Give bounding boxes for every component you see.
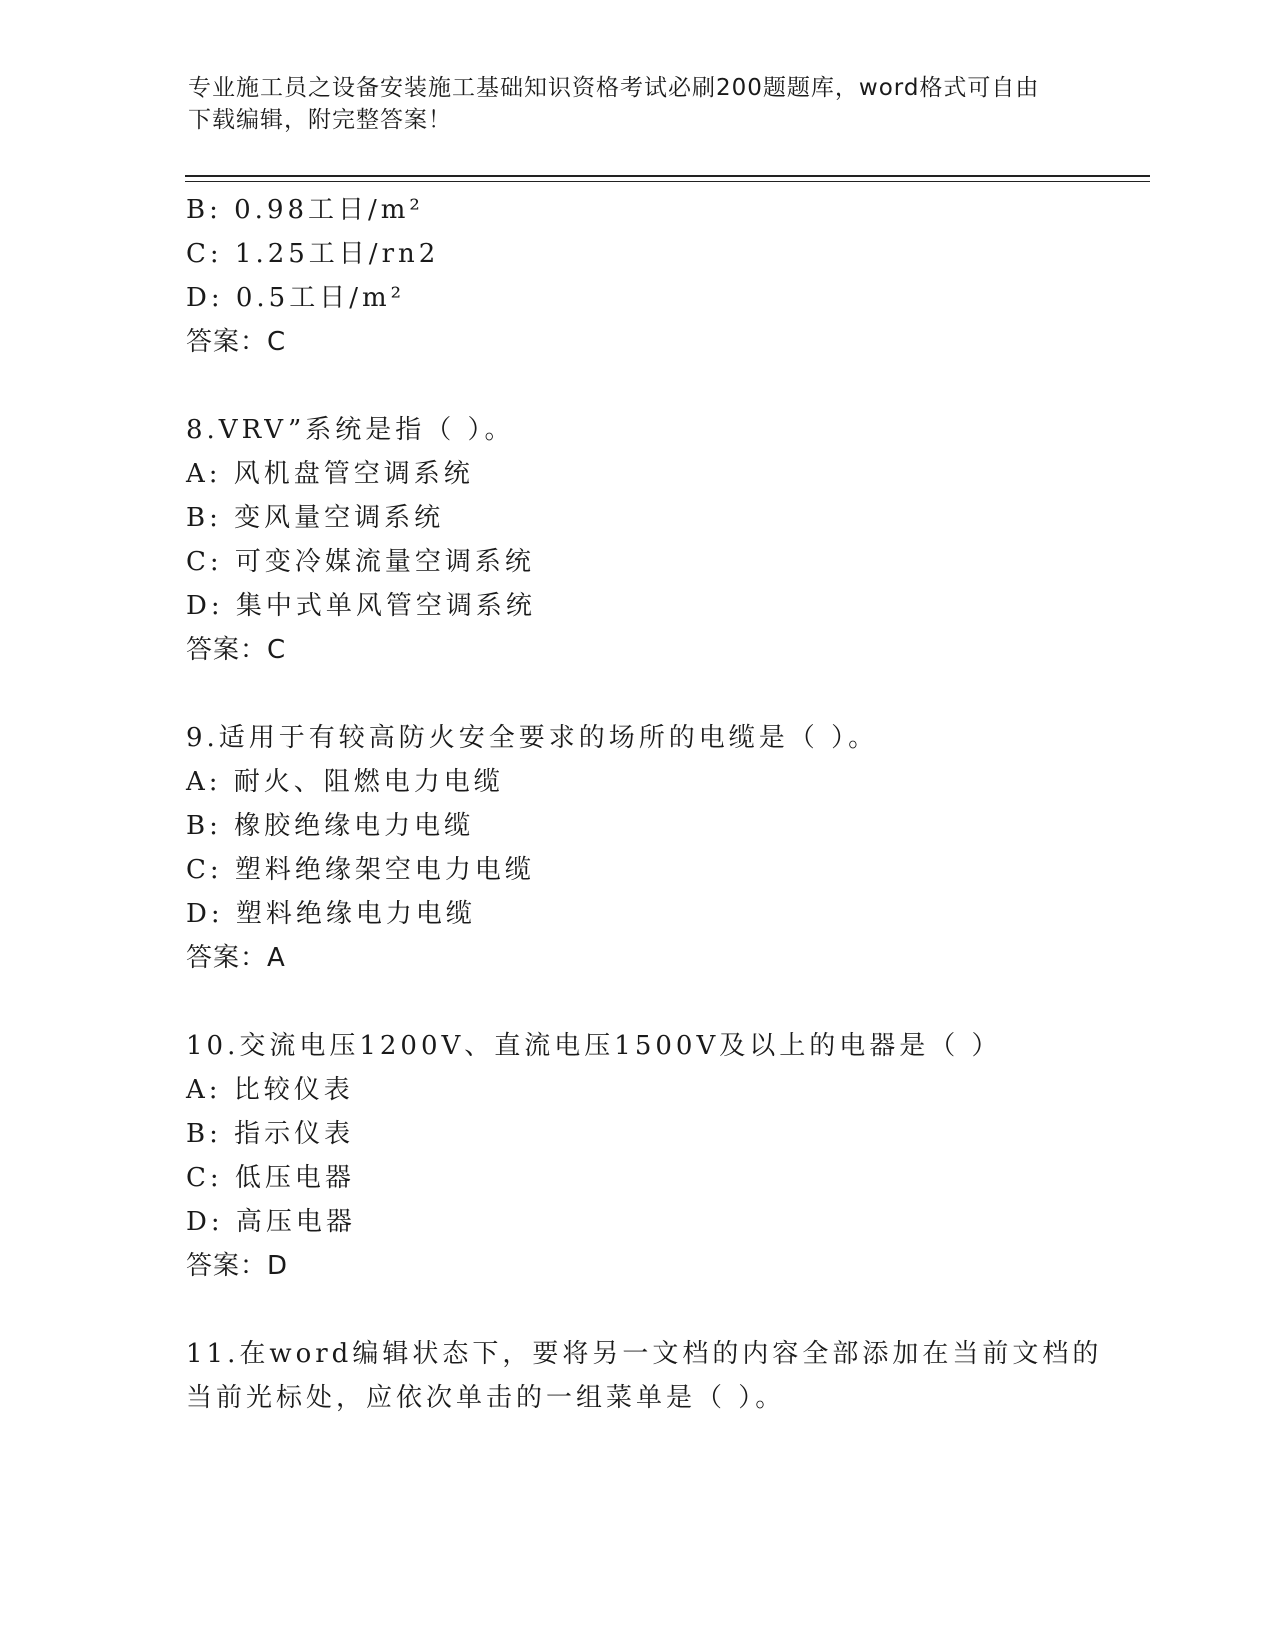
option-a: A: 耐火、阻燃电力电缆 xyxy=(186,767,504,797)
question-8: 8.VRV”系统是指（ ）。 xyxy=(186,415,515,445)
option-b: B: 橡胶绝缘电力电缆 xyxy=(186,811,475,841)
option-d: D: 集中式单风管空调系统 xyxy=(186,591,536,621)
document-header xyxy=(188,72,1088,136)
header-line-1: 专业施工员之设备安装施工基础知识资格考试必刷200题题库，word格式可自由 xyxy=(188,75,1040,101)
option-c: C: 可变冷媒流量空调系统 xyxy=(186,547,535,577)
option-b: B: 0.98工日/m² xyxy=(186,195,424,225)
question-11-continued: 当前光标处，应依次单击的一组菜单是（ ）。 xyxy=(186,1383,786,1413)
question-10: 10.交流电压1200V、直流电压1500V及以上的电器是（ ） xyxy=(186,1031,1002,1061)
option-c: C: 1.25工日/rn2 xyxy=(186,239,440,269)
option-d: D: 0.5工日/m² xyxy=(186,283,406,313)
option-c: C: 塑料绝缘架空电力电缆 xyxy=(186,855,535,885)
option-d: D: 塑料绝缘电力电缆 xyxy=(186,899,476,929)
option-c: C: 低压电器 xyxy=(186,1163,355,1193)
answer: 答案：C xyxy=(186,635,287,665)
option-a: A: 比较仪表 xyxy=(186,1075,354,1105)
option-b: B: 变风量空调系统 xyxy=(186,503,445,533)
header-rule-thin xyxy=(185,181,1150,182)
option-b: B: 指示仪表 xyxy=(186,1119,355,1149)
question-9: 9.适用于有较高防火安全要求的场所的电缆是（ ）。 xyxy=(186,723,879,753)
option-a: A: 风机盘管空调系统 xyxy=(186,459,474,489)
question-11: 11.在word编辑状态下，要将另一文档的内容全部添加在当前文档的 xyxy=(186,1339,1103,1369)
answer: 答案：C xyxy=(186,327,287,357)
header-line-2: 下载编辑，附完整答案！ xyxy=(188,107,452,133)
option-d: D: 高压电器 xyxy=(186,1207,356,1237)
answer: 答案：D xyxy=(186,1251,289,1281)
header-rule-thick xyxy=(185,175,1150,177)
answer: 答案：A xyxy=(186,943,286,973)
